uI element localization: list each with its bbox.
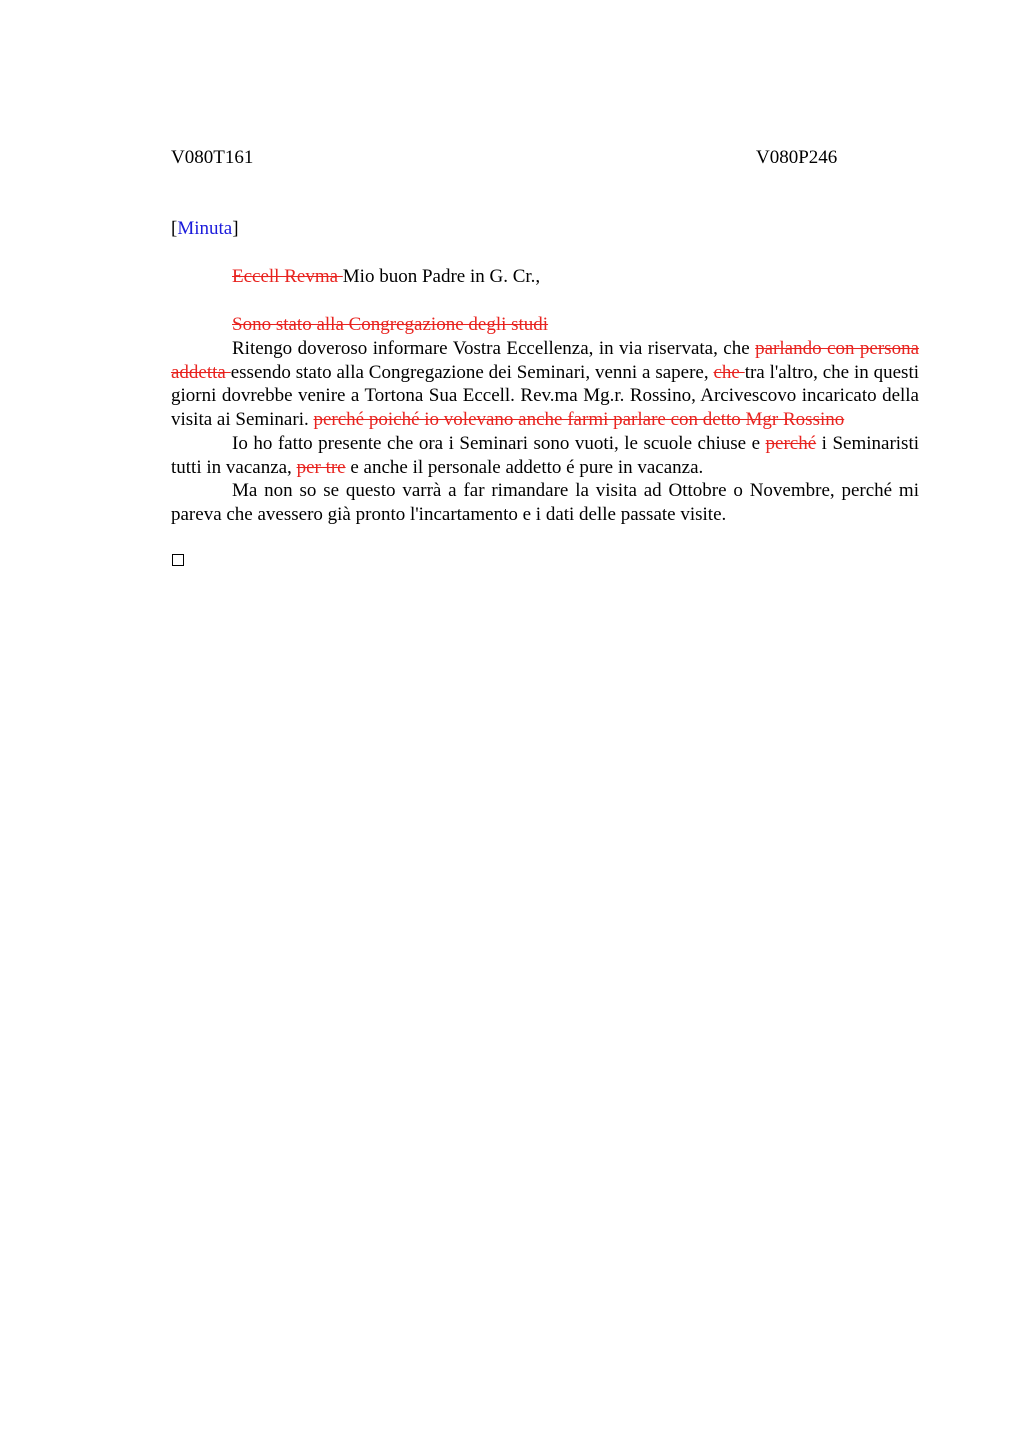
paragraph-1-text-2: essendo stato alla Congregazione dei Seminari, venni a sapere, (230, 361, 714, 383)
close-bracket: ] (232, 218, 239, 239)
paragraph-1-deletion-3: perché poiché io volevano anche farmi parlare con detto Mgr Rossino (313, 409, 845, 431)
deleted-heading: Sono stato alla Congregazione degli studi (232, 314, 549, 335)
paragraph-2-deletion-1: perché (765, 432, 817, 454)
document-code-right: V080P246 (756, 147, 838, 168)
paragraph-2-text-3: e anche il personale addetto é pure in vacanza. (345, 456, 704, 478)
paragraph-2 (171, 432, 919, 479)
paragraph-1 (171, 337, 919, 432)
paragraph-1-text-3: tra l'altro, che in questi giorni dovrebbe venire a Tortona Sua Eccell. Rev.ma Mg.r. Rossino, Arcivescovo incaricato della visita ai Seminari. (171, 361, 920, 431)
paragraph-3-text-1: Ma non so se questo varrà a far rimandare la visita ad Ottobre o Novembre, perché mi pareva che avessero già pronto l'incartamento e i dati delle passate visite. (171, 480, 919, 525)
paragraph-2-text-2: i Seminaristi tutti in vacanza, (171, 432, 920, 478)
minuta-link[interactable]: Minuta (177, 218, 233, 239)
paragraph-1-deletion-1: parlando con persona addetta (171, 338, 920, 383)
salutation-text: Mio buon Padre in G. Cr., (342, 266, 541, 287)
open-bracket: [ (171, 218, 178, 239)
document-code-left: V080T161 (171, 147, 254, 168)
paragraph-2-text-1: Io ho fatto presente che ora i Seminari sono vuoti, le scuole chiuse e (232, 432, 766, 454)
letter-body (171, 337, 919, 527)
end-box-icon (172, 554, 184, 566)
salutation (232, 266, 540, 288)
deleted-salutation: Eccell Revma (232, 266, 343, 287)
minuta-label (171, 218, 239, 240)
paragraph-1-deletion-2: che (713, 361, 745, 383)
paragraph-1-text-1: Ritengo doveroso informare Vostra Eccellenza, in via riservata, che (232, 338, 756, 359)
paragraph-2-deletion-2: per tre (296, 456, 346, 478)
paragraph-3 (171, 479, 919, 526)
